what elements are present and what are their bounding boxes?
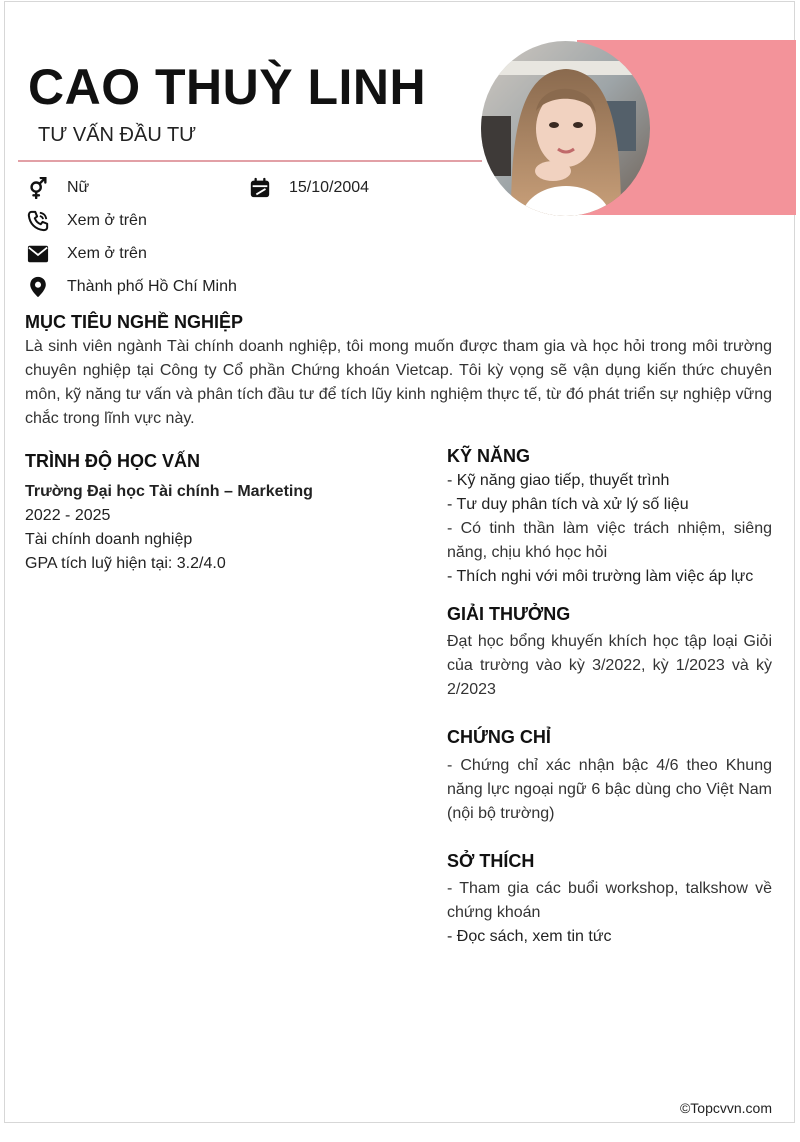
objective-text: Là sinh viên ngành Tài chính doanh nghiệp, tôi mong muốn được tham gia và học hỏi trong môi trường chuyên nghiệp tại Công ty Cổ phần Chứng khoán Vietcap. Tôi kỳ vọng sẽ vận dụng kiến thức chuyên môn, kỹ năng tư vấn và phân tích đầu tư để tích lũy kinh nghiệm thực tế, từ đó phát triển sự nghiệp vững chắc trong lĩnh vực này.: [25, 338, 772, 427]
gender-icon: [26, 176, 50, 200]
skill-item: - Tư duy phân tích và xử lý số liệu: [447, 496, 689, 513]
skills-title: KỸ NĂNG: [447, 446, 531, 466]
skill-item: - Thích nghi với môi trường làm việc áp lực: [447, 568, 754, 585]
header-divider: [18, 160, 482, 162]
calendar-icon: [248, 176, 272, 200]
certificates-text: - Chứng chỉ xác nhận bậc 4/6 theo Khung năng lực ngoại ngữ 6 bậc dùng cho Việt Nam (nội bộ trường): [447, 757, 772, 822]
education-major: Tài chính doanh nghiệp: [25, 531, 193, 548]
phone-row: [26, 209, 147, 233]
avatar: [481, 41, 650, 216]
address-value: Thành phố Hồ Chí Minh: [67, 278, 237, 295]
hobby-item: - Đọc sách, xem tin tức: [447, 928, 612, 945]
objective-title: MỤC TIÊU NGHỀ NGHIỆP: [25, 312, 244, 332]
location-pin-icon: [26, 275, 50, 299]
certificates-title: CHỨNG CHỈ: [447, 727, 551, 747]
awards-text: Đạt học bổng khuyến khích học tập loại Giỏi của trường vào kỳ 3/2022, kỳ 1/2023 và kỳ 2/2023: [447, 633, 772, 698]
phone-icon: [26, 209, 50, 233]
email-value: Xem ở trên: [67, 245, 147, 262]
birthdate-value: 15/10/2004: [289, 179, 370, 196]
email-row: [26, 242, 147, 266]
education-gpa: GPA tích luỹ hiện tại: 3.2/4.0: [25, 555, 226, 572]
job-title: TƯ VẤN ĐẦU TƯ: [38, 124, 197, 146]
gender-value: Nữ: [67, 179, 90, 196]
candidate-name: CAO THUỲ LINH: [28, 59, 427, 115]
envelope-icon: [26, 242, 50, 266]
address-row: [26, 275, 237, 299]
footer-copyright: ©Topcvvn.com: [679, 1100, 772, 1116]
education-period: 2022 - 2025: [25, 507, 111, 524]
hobby-item: - Tham gia các buổi workshop, talkshow về chứng khoán: [447, 880, 772, 921]
skill-item: - Kỹ năng giao tiếp, thuyết trình: [447, 472, 670, 489]
phone-value: Xem ở trên: [67, 212, 147, 229]
education-title: TRÌNH ĐỘ HỌC VẤN: [25, 451, 200, 471]
gender-row: [26, 176, 89, 200]
awards-title: GIẢI THƯỞNG: [447, 604, 571, 624]
hobbies-title: SỞ THÍCH: [447, 851, 535, 871]
education-school: Trường Đại học Tài chính – Marketing: [25, 483, 313, 500]
skill-item: - Có tinh thần làm việc trách nhiệm, siêng năng, chịu khó học hỏi: [447, 520, 772, 561]
birthdate-row: [248, 176, 369, 200]
